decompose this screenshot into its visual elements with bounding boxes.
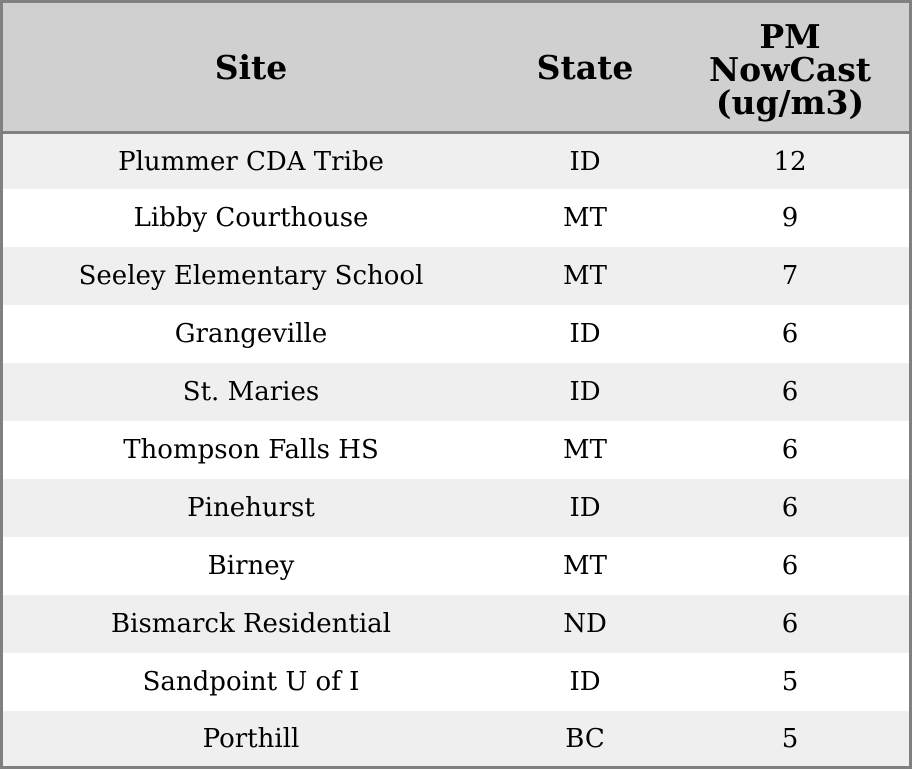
cell-state: BC	[499, 711, 671, 766]
table-row	[3, 247, 909, 305]
table-row	[3, 421, 909, 479]
header-row	[3, 3, 909, 133]
cell-site: Pinehurst	[3, 479, 499, 537]
cell-pm-nowcast: 6	[671, 537, 909, 595]
cell-state: ID	[499, 305, 671, 363]
cell-site: Porthill	[3, 711, 499, 766]
cell-pm-nowcast: 6	[671, 595, 909, 653]
cell-site: Libby Courthouse	[3, 189, 499, 247]
cell-state: MT	[499, 247, 671, 305]
table-row	[3, 711, 909, 766]
table-row	[3, 479, 909, 537]
cell-site: Sandpoint U of I	[3, 653, 499, 711]
cell-state: ID	[499, 479, 671, 537]
cell-site: Plummer CDA Tribe	[3, 133, 499, 190]
cell-state: ND	[499, 595, 671, 653]
header-state-label: State	[536, 47, 634, 87]
table-header	[3, 3, 909, 133]
table-body	[3, 133, 909, 767]
header-pm-line-1: PM	[759, 16, 821, 56]
cell-state: ID	[499, 133, 671, 190]
header-site-label: Site	[214, 47, 288, 87]
header-pm-line-3: (ug/m3)	[715, 82, 865, 122]
cell-site: Thompson Falls HS	[3, 421, 499, 479]
cell-pm-nowcast: 6	[671, 363, 909, 421]
cell-pm-nowcast: 5	[671, 653, 909, 711]
table-row	[3, 537, 909, 595]
header-pm-nowcast	[671, 3, 909, 133]
cell-pm-nowcast: 6	[671, 305, 909, 363]
pm-nowcast-table	[3, 3, 909, 766]
cell-site: St. Maries	[3, 363, 499, 421]
table-row	[3, 305, 909, 363]
table-row	[3, 189, 909, 247]
cell-site: Seeley Elementary School	[3, 247, 499, 305]
cell-state: ID	[499, 363, 671, 421]
cell-pm-nowcast: 6	[671, 421, 909, 479]
header-pm-line-2: NowCast	[708, 49, 872, 89]
header-state	[499, 3, 671, 133]
cell-state: MT	[499, 421, 671, 479]
cell-pm-nowcast: 12	[671, 133, 909, 190]
cell-site: Grangeville	[3, 305, 499, 363]
cell-state: MT	[499, 537, 671, 595]
table-row	[3, 653, 909, 711]
table-row	[3, 595, 909, 653]
table-row	[3, 363, 909, 421]
header-site	[3, 3, 499, 133]
cell-site: Bismarck Residential	[3, 595, 499, 653]
table-row	[3, 133, 909, 190]
cell-state: ID	[499, 653, 671, 711]
cell-pm-nowcast: 6	[671, 479, 909, 537]
cell-site: Birney	[3, 537, 499, 595]
cell-pm-nowcast: 7	[671, 247, 909, 305]
cell-pm-nowcast: 5	[671, 711, 909, 766]
cell-state: MT	[499, 189, 671, 247]
cell-pm-nowcast: 9	[671, 189, 909, 247]
